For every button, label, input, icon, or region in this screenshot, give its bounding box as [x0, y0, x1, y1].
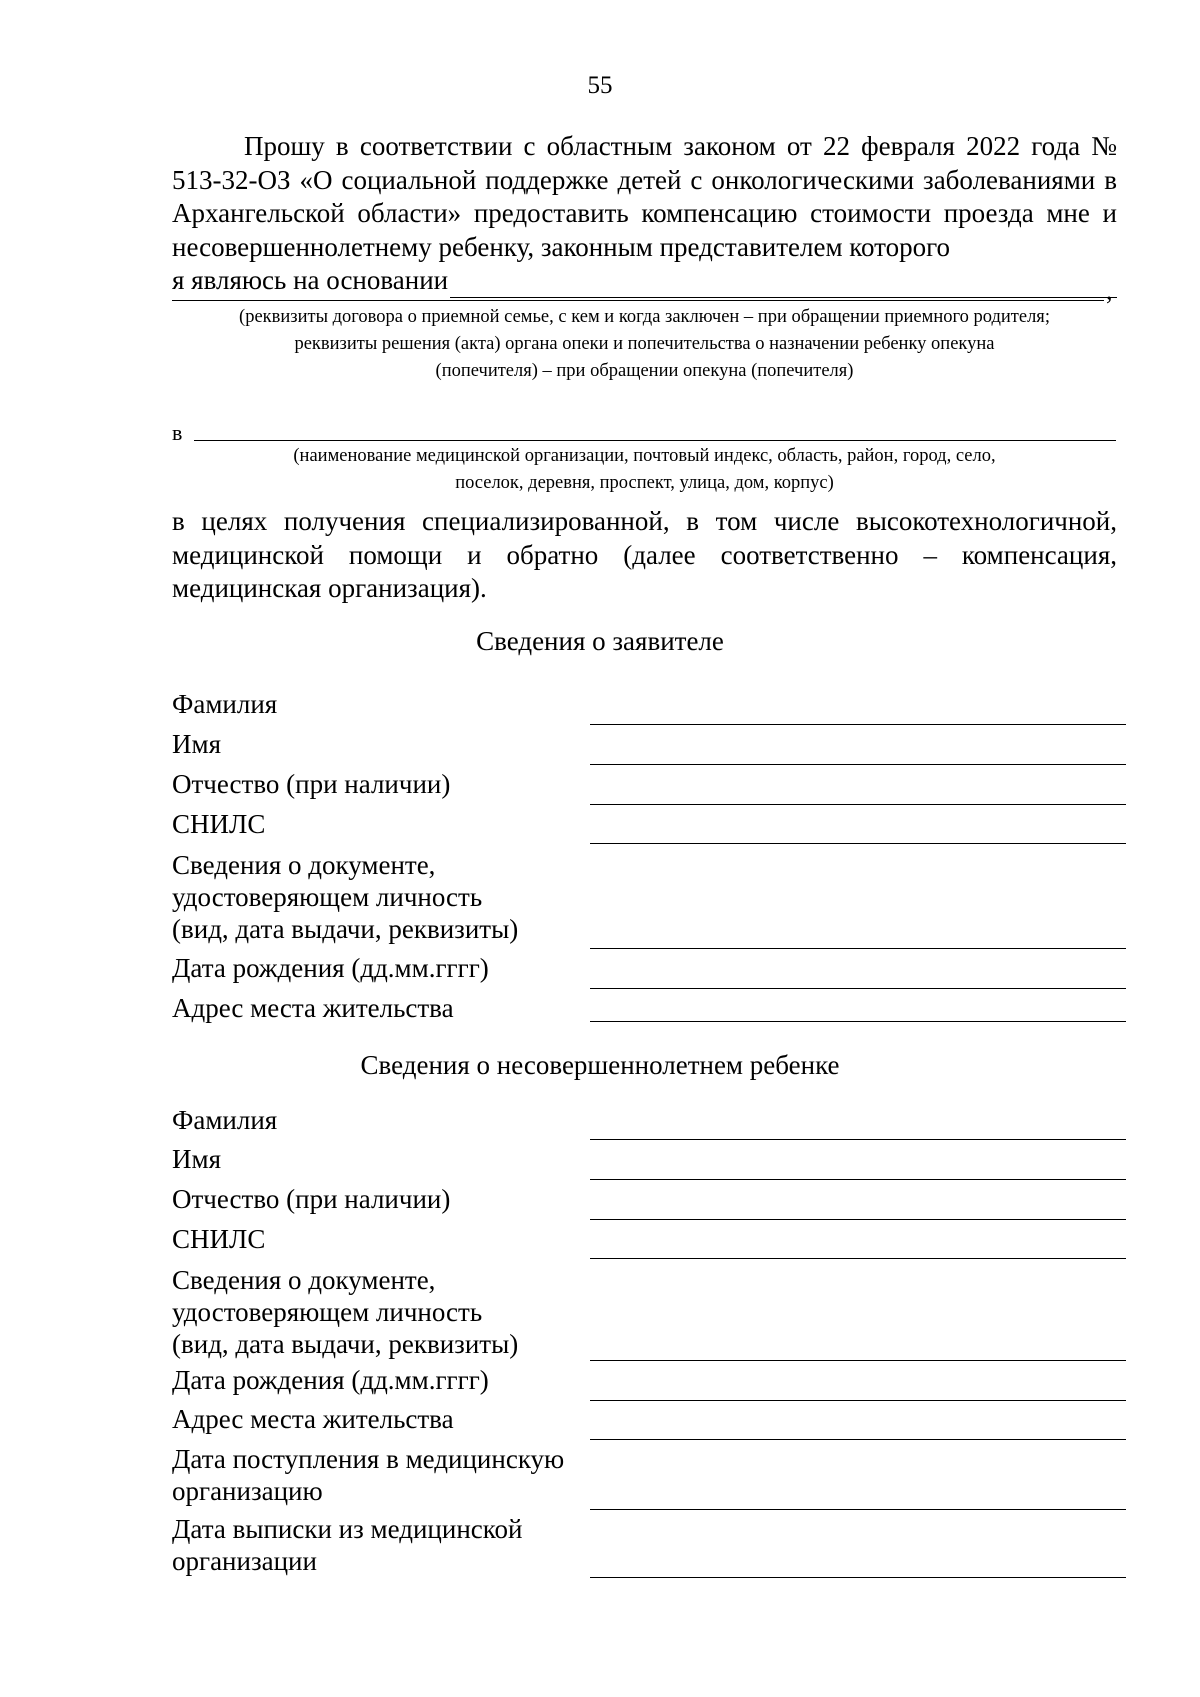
applicant-name-label: Имя — [172, 729, 222, 759]
child-address-field[interactable] — [590, 1439, 1126, 1440]
organization-caption-line: (наименование медицинской организации, почтовый индекс, область, район, город, село, — [293, 446, 996, 466]
applicant-address-field[interactable] — [590, 1021, 1126, 1022]
child-surname-field[interactable] — [590, 1139, 1126, 1140]
child-name-field[interactable] — [590, 1179, 1126, 1180]
child-address-label: Адрес места жительства — [172, 1404, 454, 1434]
child-birthdate-label: Дата рождения (дд.мм.гггг) — [172, 1365, 489, 1395]
organization-caption — [172, 443, 1117, 497]
in-letter: в — [172, 420, 183, 445]
child-birthdate-field[interactable] — [590, 1400, 1126, 1401]
child-patronymic-label: Отчество (при наличии) — [172, 1184, 451, 1214]
applicant-patronymic-field[interactable] — [590, 804, 1126, 805]
applicant-snils-label: СНИЛС — [172, 809, 266, 839]
basis-caption-line: (реквизиты договора о приемной семье, с кем и когда заключен – при обращении приемного родителя; — [239, 307, 1050, 327]
applicant-patronymic-label: Отчество (при наличии) — [172, 769, 451, 799]
child-snils-field[interactable] — [590, 1258, 1126, 1259]
intro-paragraph — [172, 130, 1117, 298]
child-surname-label: Фамилия — [172, 1105, 278, 1135]
page-number: 55 — [587, 72, 613, 99]
child-discharge-date-label: Дата выписки из медицинской организации — [172, 1514, 523, 1576]
child-patronymic-field[interactable] — [590, 1219, 1126, 1220]
child-id-document-field[interactable] — [590, 1360, 1126, 1361]
child-id-document-label: Сведения о документе, удостоверяющем личность (вид, дата выдачи, реквизиты) — [172, 1265, 519, 1359]
basis-blank-line-2[interactable] — [172, 300, 1104, 301]
purpose-paragraph: в целях получения специализированной, в том числе высокотехнологичной, медицинской помощи и обратно (далее соответственно – компенсация, медицинская организация). — [172, 506, 1117, 603]
basis-caption-line: (попечителя) – при обращении опекуна (попечителя) — [435, 361, 854, 381]
applicant-snils-field[interactable] — [590, 843, 1126, 844]
child-snils-label: СНИЛС — [172, 1224, 266, 1254]
basis-blank-line[interactable] — [450, 271, 1117, 298]
child-admission-date-label: Дата поступления в медицинскую организацию — [172, 1444, 565, 1506]
applicant-surname-label: Фамилия — [172, 689, 278, 719]
child-discharge-date-field[interactable] — [590, 1577, 1126, 1578]
applicant-address-label: Адрес места жительства — [172, 993, 454, 1023]
basis-caption — [172, 304, 1117, 385]
applicant-surname-field[interactable] — [590, 724, 1126, 725]
intro-text: Прошу в соответствии с областным законом от 22 февраля 2022 года № 513-32-ОЗ «О социальной поддержке детей с онкологическими заболеваниями в Архангельской области» предоставить компенсацию стоимости проезда мне и несовершеннолетнему ребенку, законным представителем которого — [172, 131, 1117, 262]
applicant-id-document-field[interactable] — [590, 948, 1126, 949]
applicant-birthdate-label: Дата рождения (дд.мм.гггг) — [172, 953, 489, 983]
child-section-title: Сведения о несовершеннолетнем ребенке — [360, 1050, 840, 1080]
organization-caption-line: поселок, деревня, проспект, улица, дом, корпус) — [455, 473, 834, 493]
basis-caption-line: реквизиты решения (акта) органа опеки и попечительства о назначении ребенку опекуна — [294, 334, 995, 354]
comma: , — [1106, 276, 1113, 305]
basis-label: я являюсь на основании — [172, 265, 449, 295]
applicant-name-field[interactable] — [590, 764, 1126, 765]
organization-blank-line[interactable] — [194, 440, 1116, 441]
child-name-label: Имя — [172, 1144, 222, 1174]
applicant-birthdate-field[interactable] — [590, 988, 1126, 989]
basis-line — [172, 264, 1117, 298]
child-admission-date-field[interactable] — [590, 1509, 1126, 1510]
applicant-id-document-label: Сведения о документе, удостоверяющем личность (вид, дата выдачи, реквизиты) — [172, 850, 519, 944]
applicant-section-title: Сведения о заявителе — [476, 626, 724, 656]
